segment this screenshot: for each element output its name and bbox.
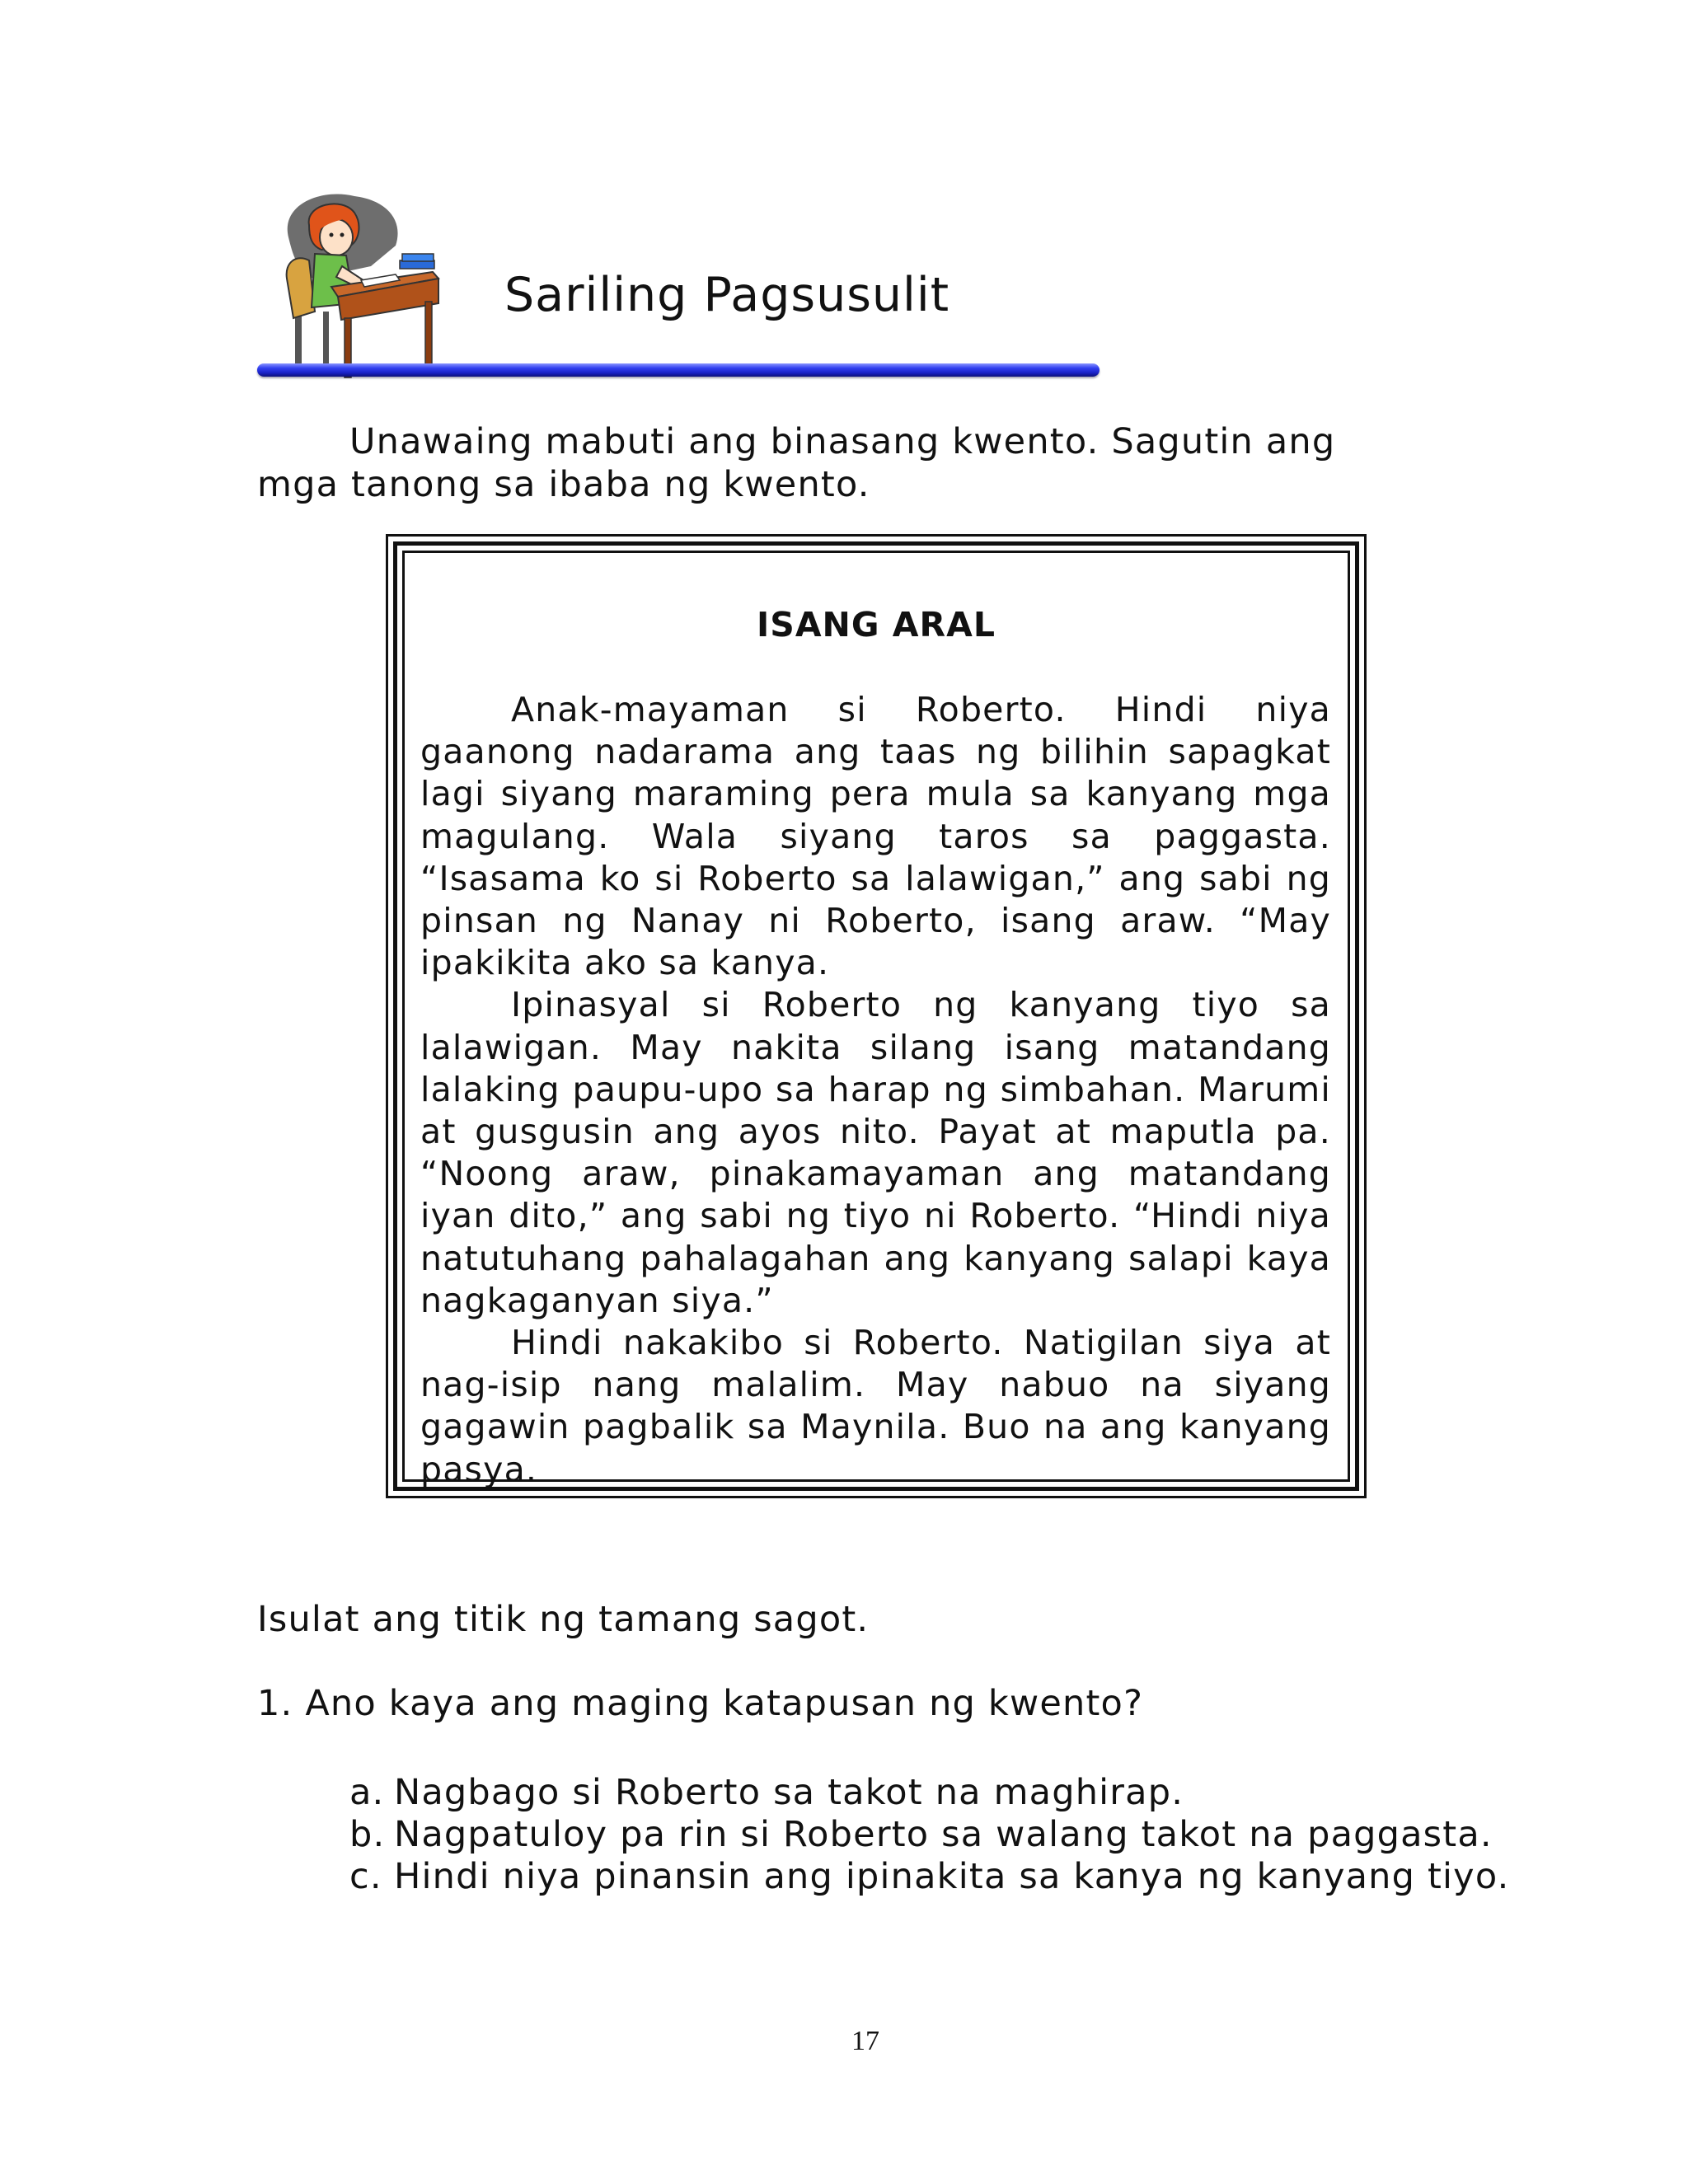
instruction-label: Unawaing mabuti ang binasang kwento. Sagutin ang mga tanong sa ibaba ng kwento.	[257, 421, 1336, 505]
choice-letter: a.	[349, 1772, 385, 1813]
story-paragraph-2: Ipinasyal si Roberto ng kanyang tiyo sa lalawigan. May nakita silang isang matandang lalaking paupu-upo sa harap ng simbahan. Marumi at gusgusin ang ayos nito. Payat at maputla pa. “Noong araw, pinakamayaman ang matandang iyan dito,” ang sabi ng tiyo ni Roberto. “Hindi niya natutuhang pahalagahan ang kanyang salapi kaya nagkaganyan siya.”	[420, 985, 1331, 1320]
question-number: 1.	[257, 1683, 293, 1724]
page-number: 17	[851, 2026, 879, 2056]
choice-b[interactable]	[349, 1814, 1509, 1856]
page-title: Sariling Pagsusulit	[504, 268, 950, 322]
story-paragraph-1: Anak-mayaman si Roberto. Hindi niya gaanong nadarama ang taas ng bilihin sapagkat lagi siyang maraming pera mula sa kanyang mga magulang. Wala siyang taros sa paggasta. “Isasama ko si Roberto sa lalawigan,” ang sabi ng pinsan ng Nanay ni Roberto, isang araw. “May ipakikita ako sa kanya.	[420, 690, 1331, 983]
choice-text: Nagbago si Roberto sa takot na maghirap.	[394, 1772, 1184, 1813]
choice-c[interactable]	[349, 1856, 1509, 1898]
student-at-desk-icon	[264, 188, 462, 386]
question-text: Ano kaya ang maging katapusan ng kwento?	[305, 1683, 1144, 1724]
choice-letter: b.	[349, 1814, 386, 1855]
choice-text: Hindi niya pinansin ang ipinakita sa kanya ng kanyang tiyo.	[394, 1856, 1510, 1897]
choice-letter: c.	[349, 1856, 382, 1897]
answer-choices	[349, 1772, 1509, 1898]
title-underline	[257, 363, 1100, 377]
choice-a[interactable]	[349, 1772, 1509, 1814]
story-body	[420, 689, 1331, 1491]
story-title: ISANG ARAL	[757, 605, 996, 644]
instruction-text	[257, 420, 1353, 506]
question-1	[257, 1683, 1144, 1724]
story-paragraph-3: Hindi nakakibo si Roberto. Natigilan siya at nag-isip nang malalim. May nabuo na siyang gagawin pagbalik sa Maynila. Buo na ang kanyang pasya.	[420, 1323, 1331, 1489]
choice-text: Nagpatuloy pa rin si Roberto sa walang takot na paggasta.	[394, 1814, 1493, 1855]
direction-text: Isulat ang titik ng tamang sagot.	[257, 1599, 870, 1640]
